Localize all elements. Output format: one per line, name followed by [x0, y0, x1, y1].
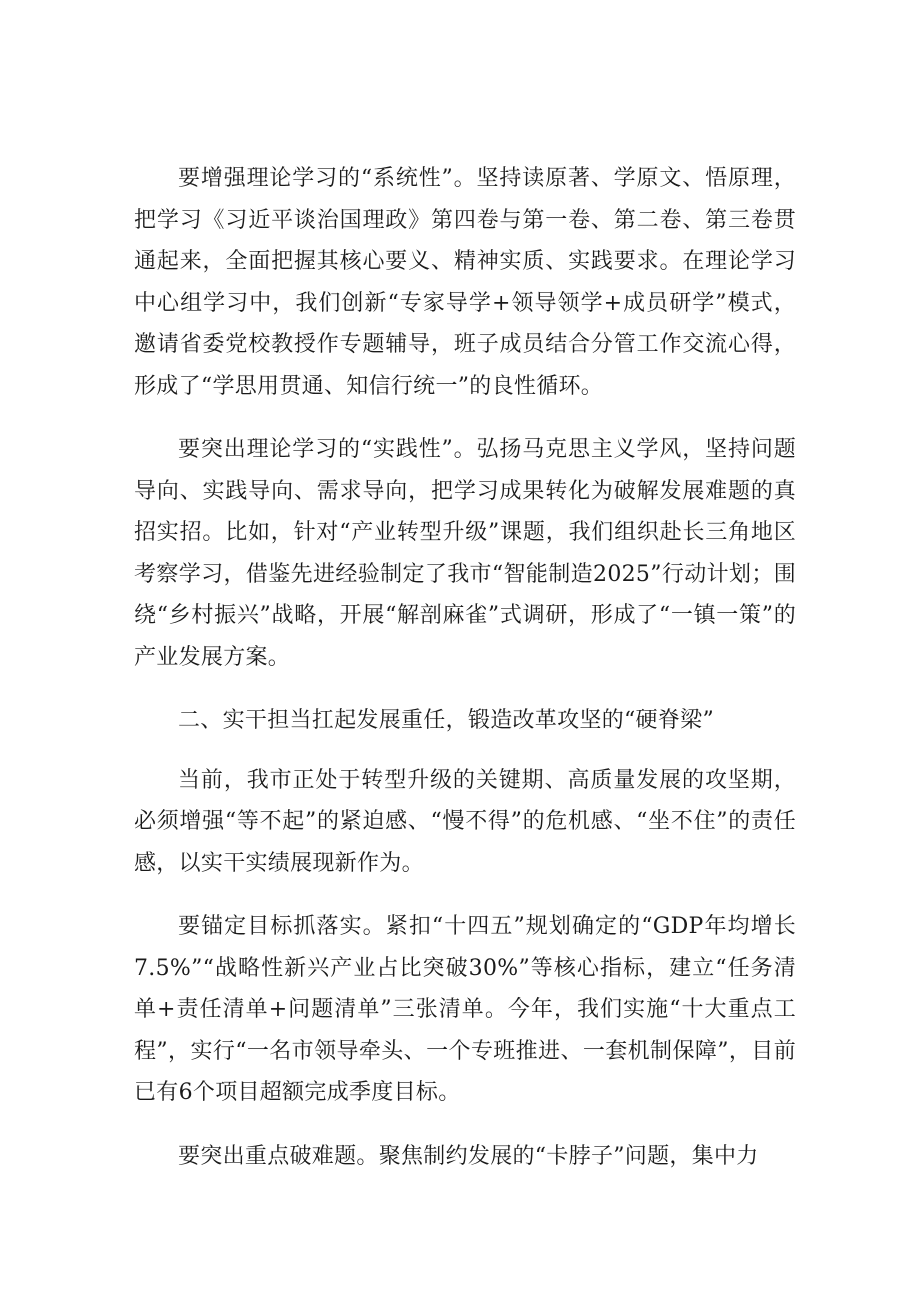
paragraph-key-problems: 要突出重点破难题。聚焦制约发展的“卡脖子”问题，集中力: [178, 1143, 759, 1169]
document-page: [134, 158, 796, 1199]
paragraph-theory-systematic: 要增强理论学习的“系统性”。坚持读原著、学原文、悟原理，把学习《习近平谈治国理政》第四卷与第一卷、第二卷、第三卷贯通起来，全面把握其核心要义、精神实质、实践要求。在理论学习中心组学习中，我们创新“专家导学+领导领学+成员研学”模式，邀请省委党校教授作专题辅导，班子成员结合分管工作交流心得，形成了“学思用贯通、知信行统一”的良性循环。: [134, 166, 796, 399]
section-heading-two: 二、实干担当扛起发展重任，锻造改革攻坚的“硬脊梁”: [178, 708, 714, 733]
paragraph-current-situation: 当前，我市正处于转型升级的关键期、高质量发展的攻坚期，必须增强“等不起”的紧迫感、“慢不得”的危机感、“坐不住”的责任感，以实干实绩展现新作为。: [134, 767, 796, 876]
paragraph-theory-practical: 要突出理论学习的“实践性”。弘扬马克思主义学风，坚持问题导向、实践导向、需求导向，把学习成果转化为破解发展难题的真招实招。比如，针对“产业转型升级”课题，我们组织赴长三角地区考察学习，借鉴先进经验制定了我市“智能制造2025”行动计划；围绕“乡村振兴”战略，开展“解剖麻雀”式调研，形成了“一镇一策”的产业发展方案。: [134, 437, 796, 670]
paragraph-targets-implementation: 要锚定目标抓落实。紧扣“十四五”规划确定的“GDP年均增长7.5%”“战略性新兴产业占比突破30%”等核心指标，建立“任务清单+责任清单+问题清单”三张清单。今年，我们实施“十大重点工程”，实行“一名市领导牵头、一个专班推进、一套机制保障”，目前已有6个项目超额完成季度目标。: [134, 914, 796, 1105]
